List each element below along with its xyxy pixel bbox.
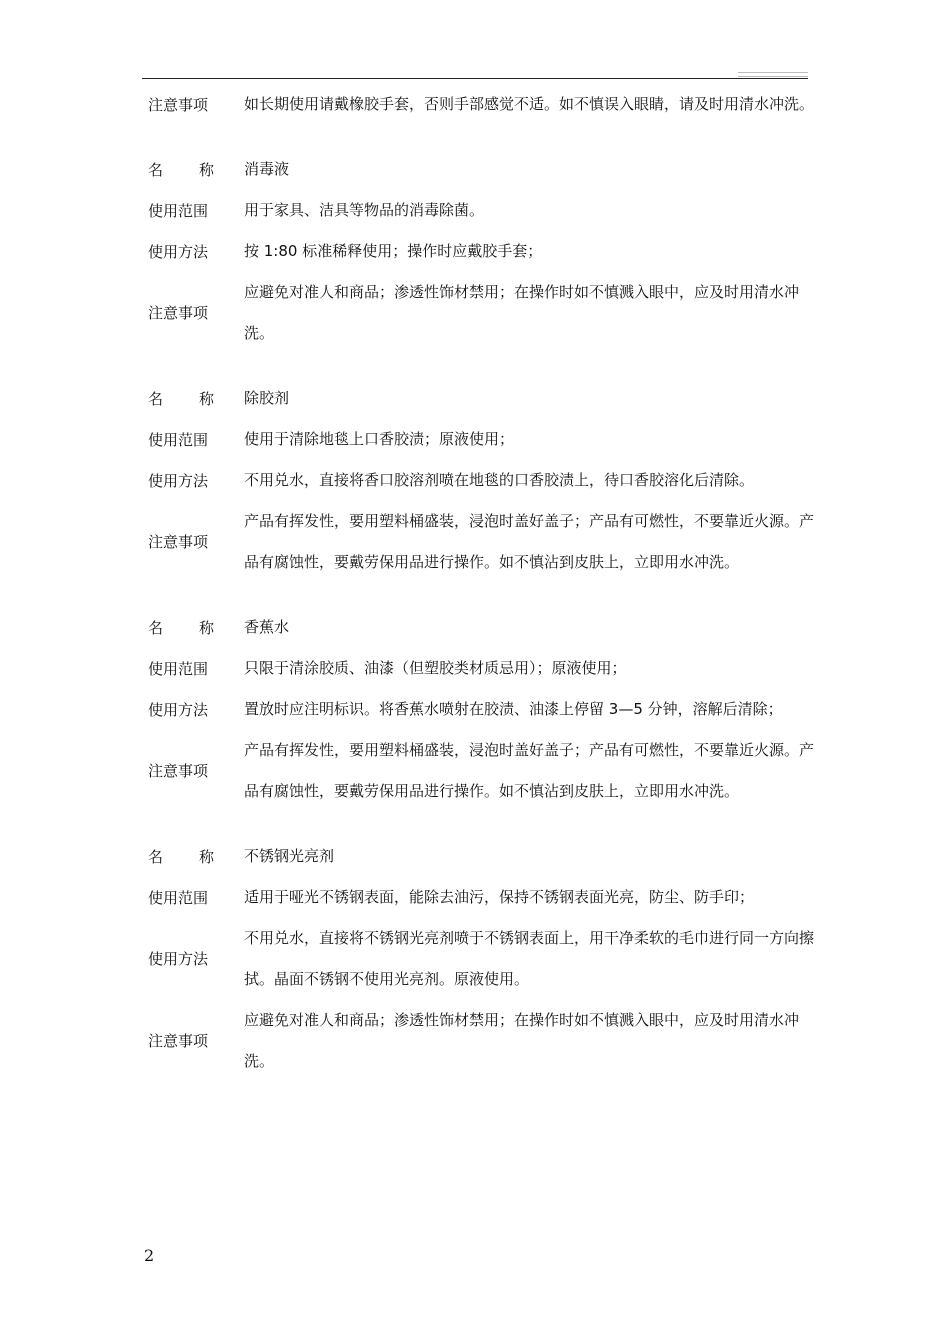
usage-scope-value: 使用于清除地毯上口香胶渍；原液使用； xyxy=(244,430,515,448)
usage-scope-row xyxy=(148,648,820,689)
usage-scope-label: 使用范围 xyxy=(148,888,209,907)
header-rule xyxy=(142,78,808,79)
usage-method-label: 使用方法 xyxy=(148,950,209,968)
name-row xyxy=(148,836,820,877)
usage-method-label: 使用方法 xyxy=(148,471,209,490)
name-label: 名 称 xyxy=(148,618,214,637)
item-block-stainless-polish xyxy=(148,836,820,1082)
usage-method-row xyxy=(148,460,820,501)
usage-scope-value: 用于家具、洁具等物品的消毒除菌。 xyxy=(244,201,485,219)
usage-method-value: 按 1:80 标准稀释使用；操作时应戴胶手套； xyxy=(244,242,543,260)
usage-scope-value: 适用于哑光不锈钢表面，能除去油污，保持不锈钢表面光亮，防尘、防手印； xyxy=(244,888,755,906)
product-name: 香蕉水 xyxy=(244,618,290,636)
precautions-label: 注意事项 xyxy=(148,1032,209,1050)
precautions-label: 注意事项 xyxy=(148,304,209,322)
precautions-value: 产品有挥发性，要用塑料桶盛装，浸泡时盖好盖子；产品有可燃性，不要靠近火源。产品有腐蚀性，要戴劳保用品进行操作。如不慎沾到皮肤上，立即用水冲洗。 xyxy=(244,512,815,571)
precautions-row xyxy=(148,272,820,354)
usage-scope-row xyxy=(148,877,820,918)
precautions-row xyxy=(148,501,820,583)
precautions-value: 应避免对准人和商品；渗透性饰材禁用；在操作时如不慎溅入眼中，应及时用清水冲洗。 xyxy=(244,283,800,342)
precautions-value: 应避免对准人和商品；渗透性饰材禁用；在操作时如不慎溅入眼中，应及时用清水冲洗。 xyxy=(244,1011,800,1070)
precautions-row xyxy=(148,84,820,125)
usage-scope-row xyxy=(148,190,820,231)
precautions-value: 如长期使用请戴橡胶手套，否则手部感觉不适。如不慎误入眼睛，请及时用清水冲洗。 xyxy=(244,95,815,113)
usage-scope-row xyxy=(148,419,820,460)
precautions-label: 注意事项 xyxy=(148,95,209,114)
precautions-label: 注意事项 xyxy=(148,533,209,551)
document-body xyxy=(148,84,820,1082)
usage-method-row xyxy=(148,689,820,730)
usage-scope-label: 使用范围 xyxy=(148,430,209,449)
usage-method-label: 使用方法 xyxy=(148,242,209,261)
usage-method-value: 不用兑水，直接将不锈钢光亮剂喷于不锈钢表面上，用干净柔软的毛巾进行同一方向擦拭。晶面不锈钢不使用光亮剂。原液使用。 xyxy=(244,929,815,988)
usage-scope-label: 使用范围 xyxy=(148,659,209,678)
name-row xyxy=(148,149,820,190)
name-label: 名 称 xyxy=(148,389,214,408)
item-block-continuation xyxy=(148,84,820,125)
usage-method-value: 置放时应注明标识。将香蕉水喷射在胶渍、油漆上停留 3—5 分钟，溶解后清除； xyxy=(244,700,783,718)
name-row xyxy=(148,378,820,419)
item-block-banana-oil xyxy=(148,607,820,812)
item-block-disinfectant xyxy=(148,149,820,354)
name-row xyxy=(148,607,820,648)
product-name: 消毒液 xyxy=(244,160,290,178)
precautions-label: 注意事项 xyxy=(148,762,209,780)
precautions-value: 产品有挥发性，要用塑料桶盛装，浸泡时盖好盖子；产品有可燃性，不要靠近火源。产品有腐蚀性，要戴劳保用品进行操作。如不慎沾到皮肤上，立即用水冲洗。 xyxy=(244,741,815,800)
usage-scope-label: 使用范围 xyxy=(148,201,209,220)
usage-method-row xyxy=(148,918,820,1000)
usage-scope-value: 只限于清涂胶质、油漆（但塑胶类材质忌用）；原液使用； xyxy=(244,659,627,677)
usage-method-row xyxy=(148,231,820,272)
page-number: 2 xyxy=(144,1246,155,1265)
precautions-row xyxy=(148,1000,820,1082)
item-block-gum-remover xyxy=(148,378,820,583)
usage-method-label: 使用方法 xyxy=(148,700,209,719)
name-label: 名 称 xyxy=(148,847,214,866)
product-name: 不锈钢光亮剂 xyxy=(244,847,335,865)
header-decoration xyxy=(738,72,808,77)
precautions-row xyxy=(148,730,820,812)
usage-method-value: 不用兑水，直接将香口胶溶剂喷在地毯的口香胶渍上，待口香胶溶化后清除。 xyxy=(244,471,755,489)
name-label: 名 称 xyxy=(148,160,214,179)
product-name: 除胶剂 xyxy=(244,389,290,407)
